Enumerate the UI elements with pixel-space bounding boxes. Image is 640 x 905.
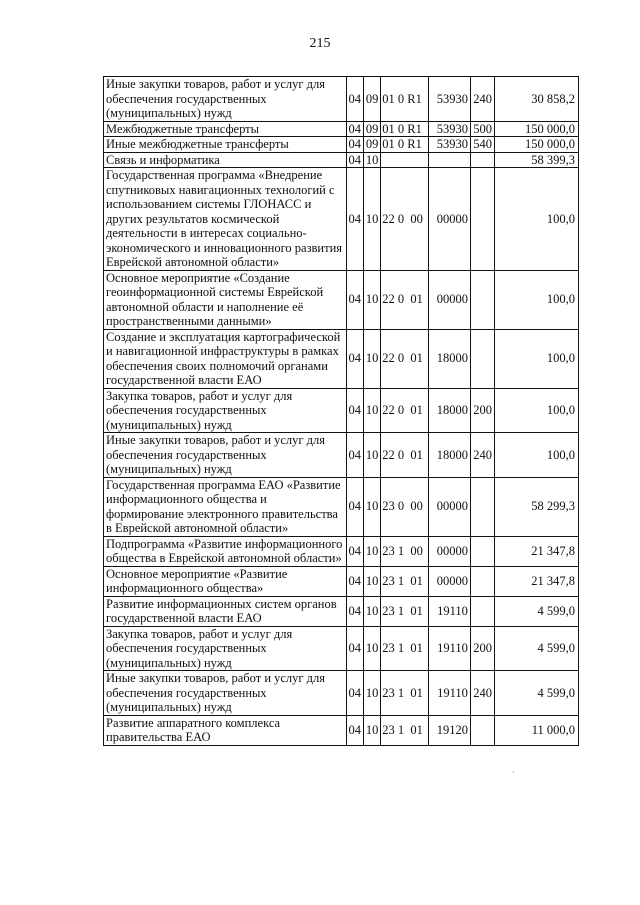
row-amount-cell: 21 347,8 (495, 536, 579, 566)
row-target-code-cell (429, 152, 471, 168)
row-amount-cell: 100,0 (495, 329, 579, 388)
row-target-article-cell: 23 1 00 (381, 536, 429, 566)
page-number: 215 (309, 36, 331, 51)
row-name-cell: Закупка товаров, работ и услуг для обеспечения государственных (муниципальных) нужд (104, 626, 347, 671)
row-target-code-cell: 19120 (429, 715, 471, 745)
budget-table-container (103, 76, 579, 746)
row-name-cell: Подпрограмма «Развитие информационного общества в Еврейской автономной области» (104, 536, 347, 566)
table-row (104, 596, 579, 626)
row-subsection-cell: 09 (363, 77, 380, 122)
row-subsection-cell: 10 (363, 536, 380, 566)
row-subsection-cell: 10 (363, 388, 380, 433)
row-name-cell: Иные межбюджетные трансферты (104, 137, 347, 153)
row-name-cell: Межбюджетные трансферты (104, 121, 347, 137)
row-target-article-cell: 23 1 01 (381, 715, 429, 745)
row-section-cell: 04 (346, 433, 363, 478)
row-amount-cell: 150 000,0 (495, 137, 579, 153)
row-expense-type-cell (470, 566, 494, 596)
row-name-cell: Развитие информационных систем органов государственной власти ЕАО (104, 596, 347, 626)
row-expense-type-cell: 240 (470, 671, 494, 716)
row-section-cell: 04 (346, 477, 363, 536)
row-subsection-cell: 10 (363, 152, 380, 168)
table-row (104, 121, 579, 137)
row-target-article-cell: 22 0 01 (381, 433, 429, 478)
row-name-cell: Государственная программа ЕАО «Развитие информационного общества и формирование электронного правительства в Еврейской автономной области» (104, 477, 347, 536)
row-section-cell: 04 (346, 536, 363, 566)
row-target-code-cell: 00000 (429, 477, 471, 536)
table-row (104, 168, 579, 271)
row-target-article-cell: 23 1 01 (381, 596, 429, 626)
row-target-code-cell: 53930 (429, 77, 471, 122)
row-name-cell: Государственная программа «Внедрение спутниковых навигационных технологий с использованием системы ГЛОНАСС и других результатов космической деятельности в интересах социально-экономического и инновационного развития Еврейской автономной области» (104, 168, 347, 271)
row-target-code-cell: 18000 (429, 329, 471, 388)
row-target-code-cell: 53930 (429, 121, 471, 137)
table-row (104, 566, 579, 596)
table-row (104, 137, 579, 153)
table-row (104, 388, 579, 433)
row-amount-cell: 150 000,0 (495, 121, 579, 137)
row-section-cell: 04 (346, 168, 363, 271)
row-name-cell: Основное мероприятие «Создание геоинформационной системы Еврейской автономной области и наполнение её пространственными данными» (104, 270, 347, 329)
table-row (104, 671, 579, 716)
row-subsection-cell: 10 (363, 626, 380, 671)
row-target-article-cell: 22 0 01 (381, 388, 429, 433)
row-section-cell: 04 (346, 137, 363, 153)
row-target-article-cell: 23 1 01 (381, 671, 429, 716)
row-subsection-cell: 10 (363, 671, 380, 716)
row-target-article-cell: 01 0 R1 (381, 77, 429, 122)
row-target-code-cell: 00000 (429, 270, 471, 329)
row-name-cell: Связь и информатика (104, 152, 347, 168)
row-expense-type-cell (470, 715, 494, 745)
row-section-cell: 04 (346, 626, 363, 671)
row-expense-type-cell: 240 (470, 77, 494, 122)
row-expense-type-cell: 240 (470, 433, 494, 478)
row-name-cell: Иные закупки товаров, работ и услуг для обеспечения государственных (муниципальных) нужд (104, 433, 347, 478)
row-section-cell: 04 (346, 270, 363, 329)
row-target-article-cell: 22 0 01 (381, 270, 429, 329)
row-amount-cell: 58 299,3 (495, 477, 579, 536)
row-expense-type-cell (470, 477, 494, 536)
row-target-code-cell: 18000 (429, 433, 471, 478)
row-amount-cell: 100,0 (495, 433, 579, 478)
row-target-code-cell: 19110 (429, 626, 471, 671)
row-amount-cell: 100,0 (495, 388, 579, 433)
row-amount-cell: 11 000,0 (495, 715, 579, 745)
row-target-code-cell: 19110 (429, 671, 471, 716)
row-name-cell: Закупка товаров, работ и услуг для обеспечения государственных (муниципальных) нужд (104, 388, 347, 433)
table-row (104, 626, 579, 671)
scan-speck: · (512, 768, 515, 777)
budget-table (103, 76, 579, 746)
row-section-cell: 04 (346, 596, 363, 626)
row-expense-type-cell: 200 (470, 626, 494, 671)
row-amount-cell: 4 599,0 (495, 626, 579, 671)
row-name-cell: Иные закупки товаров, работ и услуг для обеспечения государственных (муниципальных) нужд (104, 671, 347, 716)
row-target-article-cell: 01 0 R1 (381, 137, 429, 153)
row-target-article-cell: 01 0 R1 (381, 121, 429, 137)
row-target-code-cell: 00000 (429, 536, 471, 566)
table-row (104, 433, 579, 478)
row-name-cell: Иные закупки товаров, работ и услуг для обеспечения государственных (муниципальных) нужд (104, 77, 347, 122)
row-expense-type-cell: 200 (470, 388, 494, 433)
row-target-article-cell (381, 152, 429, 168)
row-section-cell: 04 (346, 671, 363, 716)
row-amount-cell: 4 599,0 (495, 596, 579, 626)
row-subsection-cell: 10 (363, 566, 380, 596)
table-row (104, 536, 579, 566)
row-subsection-cell: 10 (363, 715, 380, 745)
row-subsection-cell: 10 (363, 168, 380, 271)
row-target-article-cell: 23 0 00 (381, 477, 429, 536)
row-expense-type-cell (470, 536, 494, 566)
table-row (104, 715, 579, 745)
row-target-article-cell: 22 0 00 (381, 168, 429, 271)
row-target-code-cell: 18000 (429, 388, 471, 433)
row-subsection-cell: 10 (363, 477, 380, 536)
row-name-cell: Создание и эксплуатация картографической и навигационной инфраструктуры в рамках обеспечения своих полномочий органами государственной власти ЕАО (104, 329, 347, 388)
row-amount-cell: 58 399,3 (495, 152, 579, 168)
row-name-cell: Основное мероприятие «Развитие информационного общества» (104, 566, 347, 596)
row-target-article-cell: 23 1 01 (381, 566, 429, 596)
row-subsection-cell: 09 (363, 137, 380, 153)
table-row (104, 329, 579, 388)
row-target-code-cell: 19110 (429, 596, 471, 626)
table-row (104, 477, 579, 536)
row-expense-type-cell (470, 270, 494, 329)
row-target-code-cell: 00000 (429, 566, 471, 596)
row-amount-cell: 100,0 (495, 270, 579, 329)
table-row (104, 77, 579, 122)
row-expense-type-cell: 500 (470, 121, 494, 137)
row-expense-type-cell (470, 168, 494, 271)
row-subsection-cell: 09 (363, 121, 380, 137)
row-section-cell: 04 (346, 329, 363, 388)
row-section-cell: 04 (346, 566, 363, 596)
row-target-code-cell: 00000 (429, 168, 471, 271)
row-subsection-cell: 10 (363, 596, 380, 626)
row-expense-type-cell: 540 (470, 137, 494, 153)
row-amount-cell: 100,0 (495, 168, 579, 271)
row-expense-type-cell (470, 329, 494, 388)
budget-table-body (104, 77, 579, 746)
row-amount-cell: 21 347,8 (495, 566, 579, 596)
row-expense-type-cell (470, 596, 494, 626)
row-section-cell: 04 (346, 152, 363, 168)
row-expense-type-cell (470, 152, 494, 168)
row-subsection-cell: 10 (363, 433, 380, 478)
row-section-cell: 04 (346, 121, 363, 137)
row-section-cell: 04 (346, 388, 363, 433)
row-subsection-cell: 10 (363, 329, 380, 388)
row-subsection-cell: 10 (363, 270, 380, 329)
row-section-cell: 04 (346, 77, 363, 122)
row-target-article-cell: 23 1 01 (381, 626, 429, 671)
row-amount-cell: 4 599,0 (495, 671, 579, 716)
table-row (104, 270, 579, 329)
table-row (104, 152, 579, 168)
row-target-article-cell: 22 0 01 (381, 329, 429, 388)
row-section-cell: 04 (346, 715, 363, 745)
row-target-code-cell: 53930 (429, 137, 471, 153)
row-amount-cell: 30 858,2 (495, 77, 579, 122)
row-name-cell: Развитие аппаратного комплекса правительства ЕАО (104, 715, 347, 745)
